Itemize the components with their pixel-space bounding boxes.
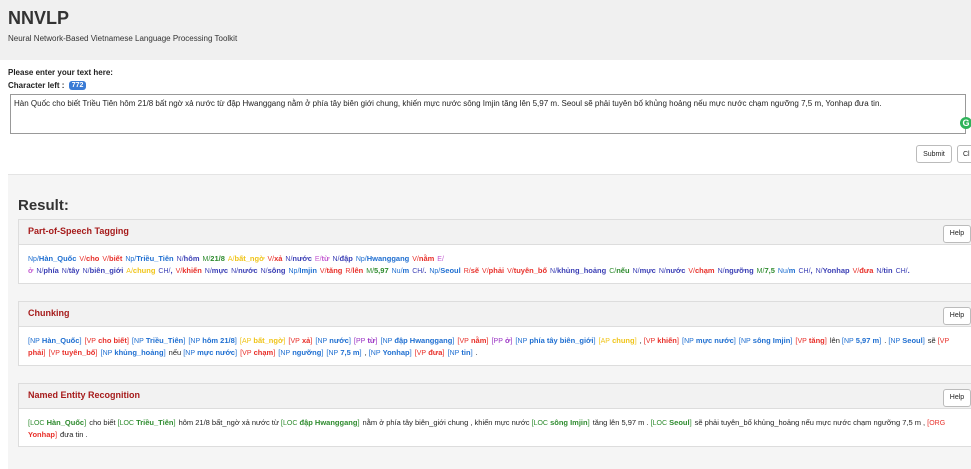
pos-token [126, 266, 155, 275]
pos-tag: Np/ [28, 256, 39, 263]
pos-token [429, 266, 460, 275]
pos-word: tin [883, 266, 893, 275]
ner-plain: sẽ phải tuyên_bố khủng_hoảng nếu mực nước chạm ngưỡng 7,5 m , [694, 418, 926, 427]
pos-word: Hwanggang [366, 254, 410, 263]
pos-token [228, 254, 265, 263]
pos-tag: V/ [319, 268, 327, 275]
chunk-text: ở [504, 336, 511, 345]
pos-token [550, 266, 606, 275]
pos-tag: N/ [632, 268, 640, 275]
chunk-tag: NP [449, 350, 460, 357]
pos-panel [18, 219, 971, 284]
pos-tag: Np/ [429, 268, 441, 275]
chunk-tag: NP [102, 350, 113, 357]
pos-token [778, 266, 796, 275]
pos-token [267, 254, 282, 263]
pos-word: biên_giới [89, 266, 124, 275]
chunk-panel-header [19, 302, 971, 327]
chunk-item: [AP chung] [598, 336, 637, 345]
ner-text: Yonhap [28, 430, 55, 439]
pos-word: khủng_hoảng [557, 266, 607, 275]
chunk-text: tuyên_bố [62, 348, 96, 357]
pos-word: Imjin [299, 266, 317, 275]
pos-tag: Np/ [355, 256, 367, 263]
ner-plain: nằm ở phía tây biên_giới chung , khiến mực nước [362, 418, 530, 427]
chunk-tag: PP [493, 338, 503, 345]
chunk-tag: VP [290, 338, 300, 345]
pos-word: nước [292, 254, 312, 263]
chunk-text: ngưỡng [292, 348, 322, 357]
pos-tag: Nu/ [391, 268, 403, 275]
pos-token [482, 266, 504, 275]
chunk-tag: VP [50, 350, 60, 357]
pos-tag: N/ [61, 268, 69, 275]
pos-word: xả [274, 254, 283, 263]
pos-tag: R/ [345, 268, 353, 275]
chunk-text: cho biết [98, 336, 127, 345]
pos-word: sông [267, 266, 286, 275]
ner-panel-title: Named Entity Recognition [28, 390, 141, 400]
pos-tag: V/ [102, 256, 110, 263]
pos-token [609, 266, 629, 275]
chunk-item: [NP nước] [315, 336, 351, 345]
pos-word: đưa [859, 266, 874, 275]
pos-panel-title: Part-of-Speech Tagging [28, 226, 129, 236]
chunk-output [19, 327, 971, 365]
chunk-text: đưa [428, 348, 443, 357]
pos-token [79, 254, 99, 263]
pos-tag: N/ [36, 268, 44, 275]
chunk-tag: VP [797, 338, 807, 345]
pos-token [356, 254, 409, 263]
pos-tag: CH/ [412, 268, 425, 275]
pos-word: m [402, 266, 410, 275]
result-section [8, 174, 971, 469]
chunk-item: [VP cho biết] [84, 336, 129, 345]
chunk-item: [NP 5,97 m] [841, 336, 882, 345]
pos-token [176, 266, 202, 275]
chunk-item: [NP hôm 21/8] [188, 336, 237, 345]
chunk-text: 7,5 m [340, 348, 360, 357]
chunk-plain: lên [829, 336, 840, 345]
pos-token [688, 266, 714, 275]
pos-word: 7,5 [764, 266, 775, 275]
chunk-tag: NP [843, 338, 854, 345]
pos-token [366, 266, 388, 275]
ner-tag: LOC [30, 420, 45, 427]
pos-token [798, 266, 812, 275]
pos-word: bất_ngờ [234, 254, 265, 263]
chunk-item: [NP mực nước] [183, 348, 238, 357]
pos-word: chạm [694, 266, 715, 275]
pos-token [392, 266, 410, 275]
chunk-tag: NP [740, 338, 751, 345]
chunk-text: tin [461, 348, 471, 357]
pos-word: 5,97 [374, 266, 389, 275]
pos-tag: E/ [437, 256, 444, 263]
chunk-plain: . [475, 348, 478, 357]
chunk-tag: VP [459, 338, 469, 345]
pos-token [36, 266, 58, 275]
pos-word: phải [488, 266, 505, 275]
ner-panel-header [19, 384, 971, 409]
pos-tag: CH/ [158, 268, 171, 275]
chunk-plain: , [639, 336, 642, 345]
pos-word: nước [238, 266, 258, 275]
pos-token [177, 254, 200, 263]
chunk-item: [VP nằm] [457, 336, 489, 345]
pos-tag: Np/ [125, 256, 137, 263]
pos-tag: N/ [285, 256, 293, 263]
pos-token [718, 266, 754, 275]
chunk-tag: NP [317, 338, 328, 345]
pos-word: tăng [326, 266, 343, 275]
chunk-item: [VP phải] [28, 336, 950, 357]
pos-tag: V/ [267, 256, 275, 263]
chunk-tag: AP [241, 338, 252, 345]
ner-entity: [LOC Hàn_Quốc] [28, 418, 87, 427]
chunk-item: [PP ở] [491, 336, 513, 345]
chunk-panel-title: Chunking [28, 308, 70, 318]
pos-tag: A/ [227, 256, 235, 263]
pos-tag: N/ [550, 268, 558, 275]
result-title: Result: [18, 197, 69, 214]
pos-token [412, 254, 434, 263]
char-left-badge: 772 [69, 81, 87, 90]
chunk-text: mực nước [695, 336, 734, 345]
chunk-tag: NP [517, 338, 528, 345]
pos-tag: N/ [231, 268, 239, 275]
pos-tag: M/ [366, 268, 375, 275]
chunk-tag: NP [684, 338, 694, 345]
pos-tag: N/ [82, 268, 90, 275]
ner-text: sông Imjin [550, 418, 588, 427]
pos-word: cho [86, 254, 100, 263]
chunk-text: tăng [808, 336, 825, 345]
ner-plain: cho biết [89, 418, 116, 427]
pos-panel-header [19, 220, 971, 245]
chunk-item: [PP từ] [353, 336, 378, 345]
app-subtitle: Neural Network-Based Vietnamese Language Processing Toolkit [8, 34, 238, 43]
pos-tag: V/ [852, 268, 860, 275]
pos-token [633, 266, 656, 275]
chunk-tag: VP [242, 350, 252, 357]
pos-tag: M/ [756, 268, 765, 275]
pos-word: ngưỡng [724, 266, 754, 275]
chunk-text: nước [329, 336, 349, 345]
pos-tag: R/ [463, 268, 471, 275]
pos-tag: N/ [815, 268, 823, 275]
chunk-tag: VP [416, 350, 427, 357]
chunk-text: sông Imjin [752, 336, 791, 345]
chunk-text: Hàn_Quốc [41, 336, 80, 345]
pos-word: . [424, 266, 427, 275]
pos-word: 21/8 [210, 254, 225, 263]
chunk-item: [VP tăng] [795, 336, 827, 345]
chunk-plain: . [884, 336, 887, 345]
chunk-item: [NP Hàn_Quốc] [28, 336, 82, 345]
pos-word: m [788, 266, 796, 275]
chunk-item: [VP tuyên_bố] [48, 348, 98, 357]
pos-token [28, 254, 76, 263]
chunk-text: khủng_hoảng [114, 348, 164, 357]
pos-tag: N/ [204, 268, 212, 275]
chunk-item: [NP 7,5 m] [326, 348, 362, 357]
ner-tag: LOC [652, 420, 668, 427]
ner-panel [18, 383, 971, 447]
pos-token [83, 266, 124, 275]
chunk-text: Seoul [902, 336, 923, 345]
char-left-text: Character left : [8, 81, 65, 90]
pos-token [285, 254, 312, 263]
pos-word: tây [68, 266, 80, 275]
chunk-tag: VP [86, 338, 96, 345]
pos-word: , [810, 266, 813, 275]
pos-token [102, 254, 122, 263]
chunk-item: [VP xả] [288, 336, 313, 345]
chunk-text: chạm [253, 348, 274, 357]
chunk-text: nằm [470, 336, 487, 345]
pos-word: mực [639, 266, 656, 275]
ner-output [19, 409, 971, 446]
chunk-tag: VP [645, 338, 656, 345]
ner-help-button[interactable]: Help [943, 389, 971, 407]
ner-entity: [LOC Seoul] [650, 418, 692, 427]
pos-token [205, 266, 228, 275]
ner-tag: LOC [533, 420, 548, 427]
ner-text: Hàn_Quốc [46, 418, 85, 427]
chunk-tag: NP [370, 350, 381, 357]
ner-text: Triều_Tiên [136, 418, 174, 427]
chunk-item: [VP chạm] [240, 348, 276, 357]
grammarly-icon[interactable]: G [960, 117, 971, 129]
pos-word: Yonhap [822, 266, 850, 275]
chunk-item: [NP Triều_Tiên] [131, 336, 186, 345]
pos-word: phía [43, 266, 59, 275]
chunk-text: chung [612, 336, 635, 345]
chunk-item: [NP đập Hwanggang] [380, 336, 455, 345]
pos-word: , [170, 266, 173, 275]
chunk-plain: sẽ [927, 336, 936, 345]
chunk-item: [AP bất_ngờ] [239, 336, 286, 345]
pos-tag: Nu/ [777, 268, 789, 275]
submit-button[interactable]: Submit [916, 145, 952, 163]
chunk-item: [NP sông Imjin] [738, 336, 793, 345]
pos-tag: N/ [332, 256, 340, 263]
pos-word: ở [28, 266, 34, 275]
pos-tag: V/ [175, 268, 183, 275]
chunk-text: phải [28, 348, 44, 357]
pos-word: hôm [183, 254, 200, 263]
pos-word: đập [339, 254, 353, 263]
ner-tag: LOC [119, 420, 134, 427]
pos-token [464, 266, 479, 275]
pos-token [231, 266, 258, 275]
pos-word: nằm [418, 254, 435, 263]
pos-help-button[interactable]: Help [943, 225, 971, 243]
chunk-text: đập Hwanggang [394, 336, 453, 345]
pos-word: biết [109, 254, 123, 263]
pos-tag: Np/ [288, 268, 300, 275]
chunk-plain: nếu [168, 348, 182, 357]
ner-entity: [LOC sông Imjin] [531, 418, 590, 427]
chunk-text: khiến [657, 336, 677, 345]
chunk-item: [NP mực nước] [681, 336, 736, 345]
pos-word: tuyên_bố [513, 266, 548, 275]
app-header [0, 0, 971, 60]
chunk-tag: NP [890, 338, 901, 345]
pos-token [816, 266, 850, 275]
pos-tag: N/ [876, 268, 884, 275]
chunk-tag: PP [356, 338, 366, 345]
pos-tag: V/ [507, 268, 514, 275]
chunk-text: bất_ngờ [253, 336, 284, 345]
ner-tag: ORG [929, 420, 946, 427]
pos-word: . [907, 266, 910, 275]
pos-token [125, 254, 173, 263]
pos-tag: N/ [658, 268, 666, 275]
chunk-tag: NP [328, 350, 339, 357]
pos-token [289, 266, 317, 275]
pos-tag: E/ [314, 256, 322, 263]
ner-text: Seoul [669, 418, 690, 427]
ner-entity: [LOC đập Hwanggang] [280, 418, 360, 427]
pos-token [315, 254, 330, 263]
chunk-item: [NP Seoul] [888, 336, 925, 345]
pos-word: nước [665, 266, 686, 275]
chunk-tag: NP [185, 350, 196, 357]
pos-token [345, 266, 363, 275]
pos-word: Seoul [440, 266, 461, 275]
pos-token [62, 266, 80, 275]
pos-word: mực [211, 266, 229, 275]
pos-word: lên [352, 266, 364, 275]
chunk-item: [NP ngưỡng] [278, 348, 324, 357]
chunk-text: Yonhap [382, 348, 410, 357]
pos-tag: N/ [717, 268, 725, 275]
chunk-plain: , [364, 348, 367, 357]
pos-token [158, 266, 172, 275]
chunk-tag: VP [939, 338, 950, 345]
pos-tag: V/ [688, 268, 695, 275]
pos-word: sẽ [470, 266, 480, 275]
pos-tag: A/ [126, 268, 133, 275]
chunk-item: [VP khiến] [643, 336, 679, 345]
pos-tag: C/ [609, 268, 617, 275]
ner-tag: LOC [283, 420, 298, 427]
clear-button[interactable]: Cl [957, 145, 971, 163]
ner-entity: [ORG Yonhap] [28, 418, 946, 439]
pos-word: Hàn_Quốc [38, 254, 77, 263]
pos-token [332, 254, 352, 263]
ner-entity: [LOC Triều_Tiên] [117, 418, 176, 427]
chunk-text: phía tây biên_giới [529, 336, 594, 345]
pos-token [757, 266, 775, 275]
pos-word: từ [321, 254, 330, 263]
chunk-text: mực nước [197, 348, 235, 357]
chunk-item: [NP phía tây biên_giới] [515, 336, 596, 345]
chunk-tag: NP [382, 338, 393, 345]
app-title: NNVLP [8, 8, 70, 28]
pos-tag: V/ [412, 256, 419, 263]
chunk-tag: NP [280, 350, 291, 357]
pos-token [507, 266, 547, 275]
chunk-item: [NP Yonhap] [368, 348, 412, 357]
pos-output [19, 245, 971, 283]
pos-word: khiến [182, 266, 202, 275]
pos-token [261, 266, 286, 275]
pos-token [320, 266, 342, 275]
pos-token [853, 266, 874, 275]
chunk-text: xả [301, 336, 311, 345]
chunk-tag: AP [600, 338, 610, 345]
pos-token [876, 266, 892, 275]
chunk-panel [18, 301, 971, 366]
char-left-label [8, 81, 86, 90]
pos-token [659, 266, 686, 275]
pos-word: nếu [616, 266, 630, 275]
pos-tag: V/ [79, 256, 87, 263]
input-prompt: Please enter your text here: [8, 68, 113, 77]
ner-plain: đưa tin . [60, 430, 88, 439]
pos-tag: V/ [482, 268, 489, 275]
pos-tag: CH/ [798, 268, 811, 275]
pos-token [896, 266, 910, 275]
pos-word: Triều_Tiên [136, 254, 174, 263]
chunk-item: [VP đưa] [414, 348, 445, 357]
ner-plain: hôm 21/8 bất_ngờ xả nước từ [178, 418, 279, 427]
chunk-tag: NP [30, 338, 40, 345]
chunk-text: hôm 21/8 [202, 336, 235, 345]
ner-text: đập Hwanggang [299, 418, 358, 427]
chunk-tag: NP [134, 338, 144, 345]
ner-plain: tăng lên 5,97 m . [592, 418, 649, 427]
chunk-text: 5,97 m [855, 336, 880, 345]
chunk-text: Triều_Tiên [145, 336, 184, 345]
chunk-tag: NP [190, 338, 201, 345]
pos-word: chung [132, 266, 156, 275]
chunk-help-button[interactable]: Help [943, 307, 971, 325]
text-input[interactable]: Hàn Quốc cho biết Triều Tiên hôm 21/8 bất ngờ xả nước từ đập Hwanggang nằm ở phía tây biên giới chung, khiến mực nước sông Imjin tăng lên 5,97 m. Seoul sẽ phải tuyên bố khủng hoảng nếu mực nước chạm ngưỡng 7,5 m, Yonhap đưa tin. [10, 94, 966, 134]
pos-token [203, 254, 225, 263]
pos-tag: CH/ [895, 268, 908, 275]
chunk-item: [NP tin] [447, 348, 473, 357]
pos-tag: N/ [176, 256, 184, 263]
chunk-text: từ [367, 336, 376, 345]
pos-tag: N/ [260, 268, 268, 275]
pos-tag: M/ [202, 256, 211, 263]
pos-token [412, 266, 426, 275]
chunk-item: [NP khủng_hoảng] [100, 348, 166, 357]
